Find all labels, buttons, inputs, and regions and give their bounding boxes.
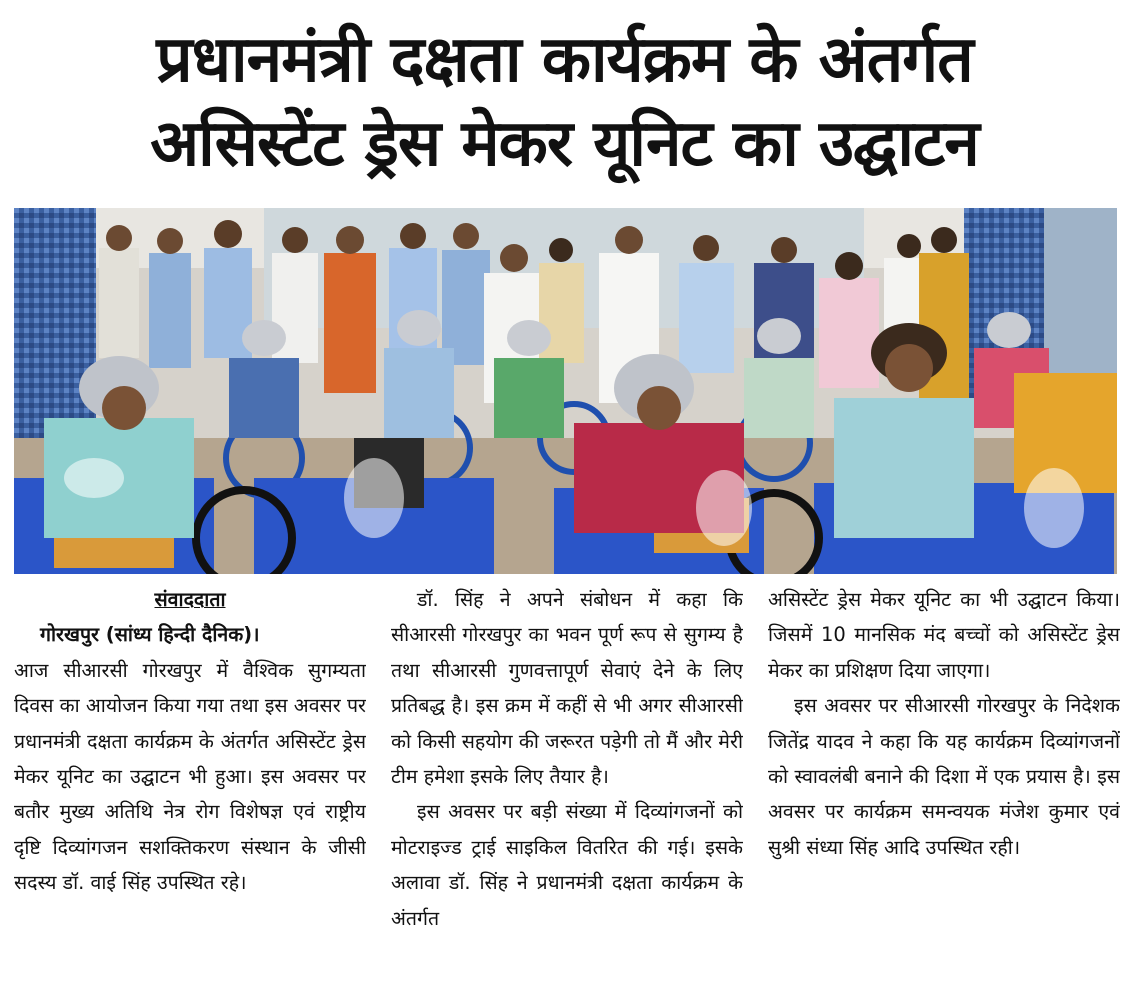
article-paragraph: असिस्टेंट ड्रेस मेकर यूनिट का भी उद्घाटन किया। जिसमें 10 मानसिक मंद बच्चों को असिस्टेंट ड्रेस मेकर का प्रशिक्षण दिया जाएगा। [768,588,1120,682]
article-paragraph: डॉ. सिंह ने अपने संबोधन में कहा कि सीआरसी गोरखपुर का भवन पूर्ण रूप से सुगम्य है तथा सीआरसी गुणवत्तापूर्ण सेवाएं देने के लिए प्रतिबद्ध है। इस क्रम में कहीं से भी अगर सीआरसी को किसी सहयोग की जरूरत पड़ेगी तो मैं और मेरी टीम हमेशा इसके लिए तैयार है। [391,588,743,789]
photo-illustration [14,208,1117,574]
article-column-3 [768,582,1120,994]
headline-line-1: प्रधानमंत्री दक्षता कार्यक्रम के अंतर्गत [156,23,973,97]
byline: संवाददाता [154,588,226,611]
article-paragraph: आज सीआरसी गोरखपुर में वैश्विक सुगम्यता दिवस का आयोजन किया गया तथा इस अवसर पर प्रधानमंत्री दक्षता कार्यक्रम के अंतर्गत असिस्टेंट ड्रेस मेकर यूनिट का उद्घाटन भी हुआ। इस अवसर पर बतौर मुख्य अतिथि नेत्र रोग विशेषज्ञ एवं राष्ट्रीय दृष्टि दिव्यांगजन सशक्तिकरण संस्थान के जीसी सदस्य डॉ. वाई सिंह उपस्थित रहे। [14,658,366,895]
headline-line-2: असिस्टेंट ड्रेस मेकर यूनिट का उद्घाटन [150,107,979,181]
article-column-1 [14,582,366,994]
article-paragraph: इस अवसर पर सीआरसी गोरखपुर के निदेशक जितेंद्र यादव ने कहा कि यह कार्यक्रम दिव्यांगजनों को स्वावलंबी बनाने की दिशा में एक प्रयास है। इस अवसर पर कार्यक्रम समन्वयक मंजेश कुमार एवं सुश्री संध्या सिंह आदि उपस्थित रही। [768,694,1120,859]
dateline: गोरखपुर (सांध्य हिन्दी दैनिक)। [40,623,260,647]
article-column-2 [391,582,743,994]
news-photo [14,208,1117,574]
article-paragraph: इस अवसर पर बड़ी संख्या में दिव्यांगजनों को मोटराइज्ड ट्राई साइकिल वितरित की गई। इसके अलावा डॉ. सिंह ने प्रधानमंत्री दक्षता कार्यक्रम के अंतर्गत [391,800,743,930]
